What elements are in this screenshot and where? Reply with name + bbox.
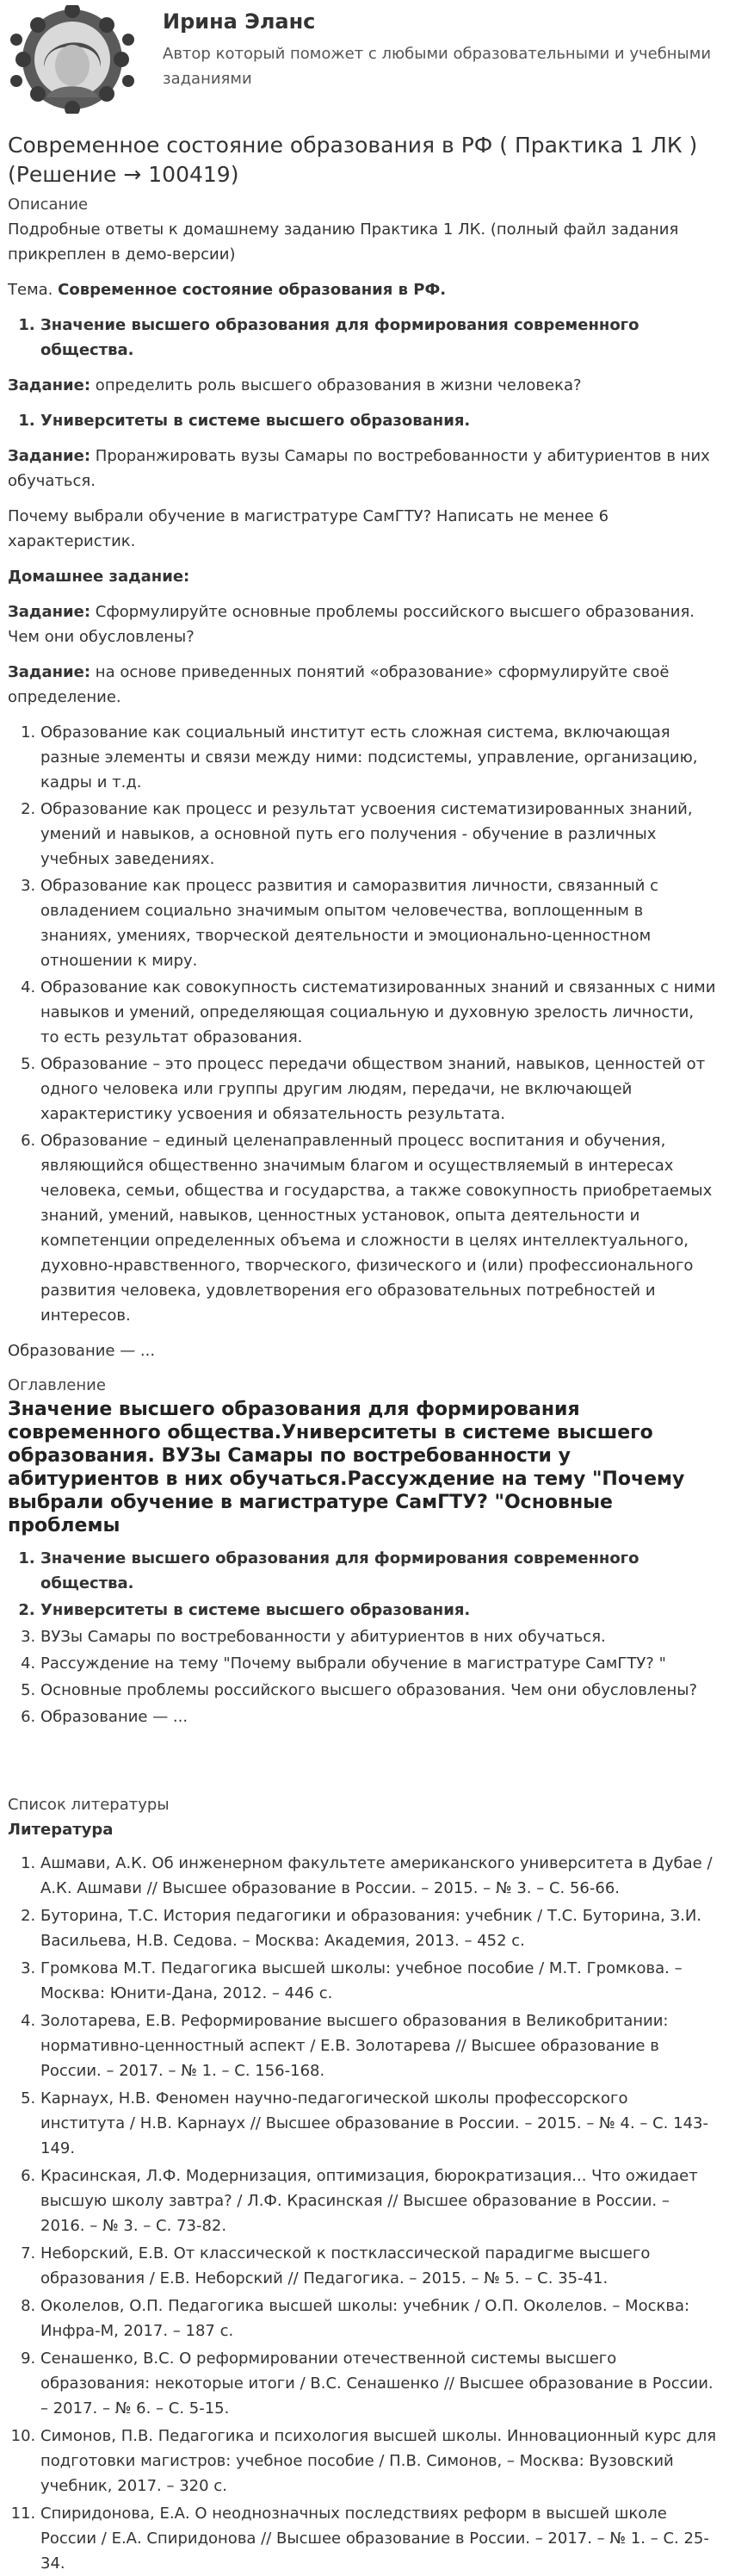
literature-item: 4. Золотарева, Е.В. Реформирование высшего образования в Великобритании: нормативно-ценностный аспект / Е.В. Золотарева // Высшее образование в России. – 2017. – № 1. – С. 156-168. — [40, 2008, 717, 2083]
toc-item: 6. Образование — ... — [40, 1704, 717, 1729]
document-title: Современное состояние образования в РФ ( Практика 1 ЛК ) (Решение → 100419) — [8, 133, 698, 187]
section-list-2 — [8, 408, 717, 433]
homework-label: Домашнее задание: — [8, 568, 190, 586]
task-paragraph — [8, 444, 717, 493]
description-ending: Образование — ... — [8, 1342, 156, 1360]
task-text: определить роль высшего образования в жизни человека? — [90, 376, 582, 394]
author-card — [8, 0, 717, 126]
literature-label: Список литературы — [8, 1796, 170, 1814]
task-text: Сформулируйте основные проблемы российского высшего образования. Чем они обусловлены? — [8, 603, 695, 646]
toc-item: 5. Основные проблемы российского высшего образования. Чем они обусловлены? — [40, 1678, 717, 1703]
literature-heading: Литература — [8, 1821, 114, 1839]
task-paragraph — [8, 599, 717, 649]
toc-item: 4. Рассуждение на тему "Почему выбрали обучение в магистратуре СамГТУ? " — [40, 1651, 717, 1676]
literature-item: 2. Буторина, Т.С. История педагогики и образования: учебник / Т.С. Буторина, З.И. Васильева, Н.В. Седова. – Москва: Академия, 2013. – 452 с. — [40, 1903, 717, 1953]
definition-item: 3. Образование как процесс развития и саморазвития личности, связанный с овладением социально значимым опытом человечества, воплощенным в знаниях, умениях, творческой деятельности и эмоционально-ценностном отношении к миру. — [40, 873, 717, 973]
spacer — [8, 1740, 717, 1790]
toc-label: Оглавление — [8, 1376, 106, 1394]
task-label: Задание: — [8, 603, 91, 621]
literature-item: 6. Красинская, Л.Ф. Модернизация, оптимизация, бюрократизация... Что ожидает высшую школу завтра? / Л.Ф. Красинская // Высшее образование в России. – 2016. – № 3. – С. 73-82. — [40, 2163, 717, 2238]
task-paragraph — [8, 373, 717, 398]
definition-item: 4. Образование как совокупность систематизированных знаний и связанных с ними навыков и умений, определяющая социальную и духовную зрелость личности, то есть результат образования. — [40, 975, 717, 1050]
author-description: Автор который поможет с любыми образовательными и учебными заданиями — [163, 45, 712, 88]
description-intro: Подробные ответы к домашнему заданию Практика 1 ЛК. (полный файл задания прикреплен в демо-версии) — [8, 220, 679, 264]
section-item: 1. Значение высшего образования для формирования современного общества. — [40, 313, 717, 363]
literature-item: 5. Карнаух, Н.В. Феномен научно-педагогической школы профессорского института / Н.В. Карнаух // Высшее образование в России. – 2015. – № 4. – С. 143-149. — [40, 2086, 717, 2161]
avatar-image — [8, 5, 137, 114]
definition-item: 5. Образование – это процесс передачи обществом знаний, навыков, ценностей от одного человека или группы другим людям, передачи, не включающей характеристику усвоения и обязательность результата. — [40, 1052, 717, 1127]
task-text: Проранжировать вузы Самары по востребованности у абитуриентов в них обучаться. — [8, 447, 710, 490]
definitions-list — [8, 720, 717, 1328]
topic-text: Современное состояние образования в РФ. — [58, 281, 447, 299]
literature-list — [8, 1851, 717, 2576]
literature-item: 1. Ашмави, А.К. Об инженерном факультете американского университета в Дубае / А.К. Ашмави // Высшее образование в России. – 2015. – № 3. – С. 56-66. — [40, 1851, 717, 1901]
section-list-1 — [8, 313, 717, 363]
literature-item: 11. Спиридонова, Е.А. О неоднозначных последствиях реформ в высшей школе России / Е.А. Спиридонова // Высшее образование в России. – 2017. – № 1. – С. 25-34. — [40, 2501, 717, 2576]
task-label: Задание: — [8, 447, 91, 465]
literature-item: 9. Сенашенко, В.С. О реформировании отечественной системы высшего образования: некоторые итоги / В.С. Сенашенко // Высшее образование в России. – 2017. – № 6. – С. 5-15. — [40, 2346, 717, 2421]
toc-list — [8, 1546, 717, 1729]
task-label: Задание: — [8, 376, 91, 394]
literature-item: 8. Околелов, О.П. Педагогика высшей школы: учебник / О.П. Околелов. – Москва: Инфра-М, 2017. – 187 с. — [40, 2294, 717, 2343]
section-item: 1. Университеты в системе высшего образования. — [40, 408, 717, 433]
literature-item: 10. Симонов, П.В. Педагогика и психология высшей школы. Инновационный курс для подготовки магистров: учебное пособие / П.В. Симонов, – Москва: Вузовский учебник, 2017. – 320 с. — [40, 2424, 717, 2498]
literature-item: 3. Громкова М.Т. Педагогика высшей школы: учебное пособие / М.Т. Громкова. – Москва: Юнити-Дана, 2012. – 446 с. — [40, 1956, 717, 2006]
toc-heading: Значение высшего образования для формирования современного общества.Университеты в системе высшего образования. ВУЗы Самары по востребованности у абитуриентов в них обучаться.Рассуждение на тему "Почему выбрали обучение в магистратуре СамГТУ? "Основные проблемы — [8, 1399, 685, 1536]
avatar[interactable] — [8, 5, 137, 114]
toc-item: 3. ВУЗы Самары по востребованности у абитуриентов в них обучаться. — [40, 1624, 717, 1649]
definition-item: 6. Образование – единый целенаправленный процесс воспитания и обучения, являющийся общественно значимым благом и осуществляемый в интересах человека, семьи, общества и государства, а также совокупность приобретаемых знаний, умений, навыков, ценностных установок, опыта деятельности и компетенции определенных объема и сложности в целях интеллектуального, духовно-нравственного, творческого, физического и (или) профессионального развития человека, удовлетворения его образовательных потребностей и интересов. — [40, 1128, 717, 1328]
literature-item: 7. Неборский, Е.В. От классической к постклассической парадигме высшего образования / Е.В. Неборский // Педагогика. – 2015. – № 5. – С. 35-41. — [40, 2241, 717, 2291]
task-text: на основе приведенных понятий «образование» сформулируйте своё определение. — [8, 663, 670, 706]
definition-item: 2. Образование как процесс и результат усвоения систематизированных знаний, умений и навыков, а основной путь его получения - обучение в различных учебных заведениях. — [40, 797, 717, 872]
author-info — [137, 5, 717, 91]
author-name[interactable]: Ирина Эланс — [163, 9, 316, 34]
task-label: Задание: — [8, 663, 91, 681]
topic-line — [8, 277, 717, 302]
question-paragraph: Почему выбрали обучение в магистратуре СамГТУ? Написать не менее 6 характеристик. — [8, 507, 609, 550]
task-paragraph — [8, 660, 717, 710]
topic-prefix: Тема. — [8, 281, 59, 299]
description-label: Описание — [8, 196, 89, 214]
definition-item: 1. Образование как социальный институт есть сложная система, включающая разные элементы и связи между ними: подсистемы, управление, организацию, кадры и т.д. — [40, 720, 717, 795]
toc-item: 1. Значение высшего образования для формирования современного общества. — [40, 1546, 717, 1596]
toc-item: 2. Университеты в системе высшего образования. — [40, 1598, 717, 1623]
